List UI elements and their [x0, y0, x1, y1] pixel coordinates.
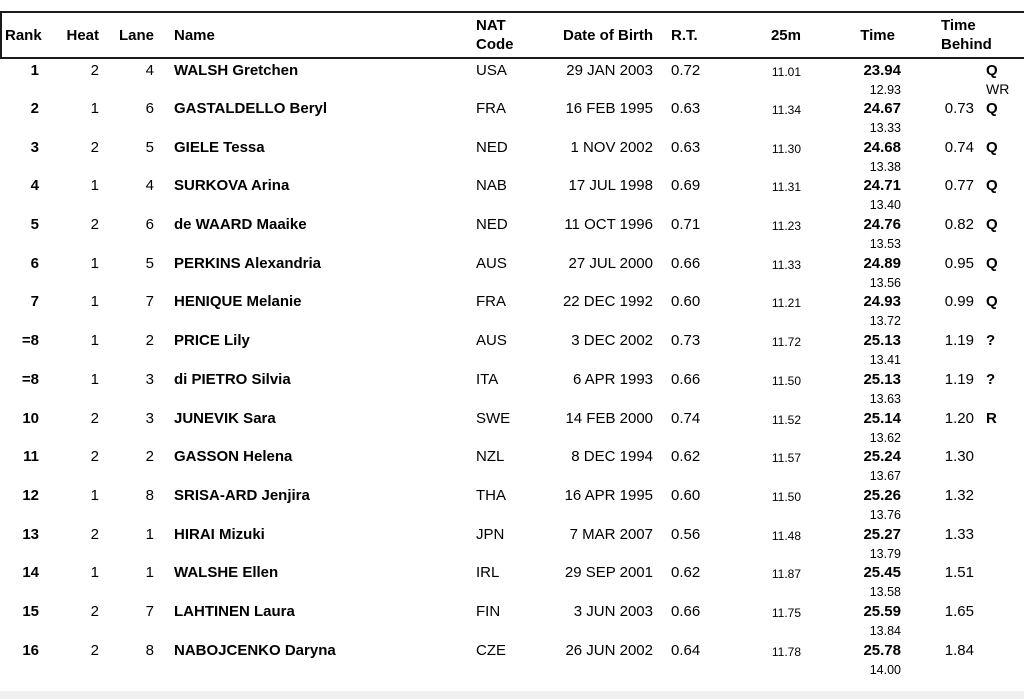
final-time: 25.24: [863, 448, 901, 466]
qualification-cell: [974, 290, 1024, 329]
lane-cell: 3: [145, 409, 154, 427]
time-cell: [801, 407, 901, 446]
rank-cell: 12: [22, 486, 39, 504]
qualification-mark: ?: [986, 332, 996, 350]
heat-cell: 1: [90, 332, 99, 350]
qualification-cell: [974, 407, 1024, 446]
nat-code-cell: USA: [476, 62, 507, 79]
time-behind-cell: 0.99: [944, 293, 974, 311]
table-header: [1, 12, 1024, 58]
reaction-time-cell: 0.64: [671, 641, 701, 659]
split-25m-cell: 11.33: [771, 257, 801, 272]
reaction-time-cell: 0.62: [671, 448, 701, 466]
time-behind-cell: 1.33: [944, 525, 974, 543]
swimmer-name-cell: NABOJCENKO Daryna: [174, 641, 336, 659]
reaction-time-cell: 0.73: [671, 332, 701, 350]
final-time: 25.14: [863, 409, 901, 427]
qualification-cell: [974, 445, 1024, 484]
rank-cell: 2: [30, 100, 39, 117]
lane-cell: 6: [145, 216, 154, 234]
results-body: [1, 58, 1024, 677]
heat-cell: 2: [90, 602, 99, 620]
rank-cell: 10: [22, 409, 39, 427]
date-of-birth-cell: 29 JAN 2003: [566, 62, 653, 79]
date-of-birth-cell: 29 SEP 2001: [564, 564, 653, 582]
reaction-time-cell: 0.63: [671, 138, 701, 156]
header-row: [1, 12, 1024, 58]
reaction-time-cell: 0.66: [671, 602, 701, 620]
swimmer-name-cell: PERKINS Alexandria: [174, 254, 321, 272]
lane-cell: 3: [145, 370, 154, 388]
swimmer-name-cell: de WAARD Maaike: [174, 216, 307, 234]
final-time: 25.78: [863, 641, 901, 659]
rank-cell: 1: [30, 62, 39, 79]
swimmer-name-cell: HIRAI Mizuki: [174, 525, 265, 543]
col-header-nat-code: [476, 12, 561, 58]
rank-cell: 4: [30, 177, 39, 195]
qualification-cell: [974, 174, 1024, 213]
nat-code-cell: NED: [476, 216, 508, 234]
qualification-mark: Q: [986, 177, 998, 195]
time-behind-cell: 1.30: [944, 448, 974, 466]
time-behind-cell: 0.73: [944, 100, 974, 117]
result-row: [1, 407, 1024, 446]
second-lap-split: 12.93: [869, 83, 901, 97]
page-bottom-edge: [0, 691, 1024, 699]
swimmer-name-cell: SRISA-ARD Jenjira: [174, 486, 310, 504]
qualification-cell: [974, 58, 1024, 97]
rank-cell: 5: [30, 216, 39, 234]
final-time: 24.93: [863, 293, 901, 311]
second-lap-split: 13.67: [869, 469, 901, 484]
split-25m-cell: 11.30: [771, 141, 801, 156]
time-behind-cell: 0.74: [944, 138, 974, 156]
final-time: 25.27: [863, 525, 901, 543]
lane-cell: 1: [145, 525, 154, 543]
final-time: 24.67: [863, 100, 901, 117]
col-header-time-behind-line1: Time: [941, 17, 976, 34]
rank-cell: 14: [22, 564, 39, 582]
final-time: 25.13: [863, 370, 901, 388]
swimmer-name-cell: GASTALDELLO Beryl: [174, 100, 328, 117]
col-header-nat-line2: Code: [476, 36, 514, 53]
nat-code-cell: FIN: [476, 602, 501, 620]
time-cell: [801, 445, 901, 484]
date-of-birth-cell: 7 MAR 2007: [569, 525, 653, 543]
col-header-time-behind: [901, 12, 992, 58]
col-header-lane: Lane: [99, 12, 154, 58]
reaction-time-cell: 0.66: [671, 370, 701, 388]
rank-cell: 3: [30, 138, 39, 156]
second-lap-split: 13.58: [869, 585, 901, 600]
lane-cell: 5: [145, 254, 154, 272]
split-25m-cell: 11.75: [771, 605, 801, 620]
reaction-time-cell: 0.62: [671, 564, 701, 582]
swimmer-name-cell: PRICE Lily: [174, 332, 250, 350]
reaction-time-cell: 0.63: [671, 100, 701, 117]
date-of-birth-cell: 27 JUL 2000: [568, 254, 653, 272]
split-25m-cell: 11.01: [771, 65, 801, 79]
results-table: [0, 11, 1024, 677]
time-behind-cell: 0.95: [944, 254, 974, 272]
heat-cell: 2: [90, 138, 99, 156]
nat-code-cell: AUS: [476, 254, 507, 272]
second-lap-split: 13.38: [869, 159, 901, 174]
swimmer-name-cell: GASSON Helena: [174, 448, 293, 466]
reaction-time-cell: 0.69: [671, 177, 701, 195]
qualification-cell: [974, 639, 1024, 678]
swimmer-name-cell: JUNEVIK Sara: [174, 409, 276, 427]
split-25m-cell: 11.34: [771, 103, 801, 117]
split-25m-cell: 11.31: [771, 180, 801, 195]
heat-cell: 1: [90, 564, 99, 582]
date-of-birth-cell: 6 APR 1993: [572, 370, 653, 388]
reaction-time-cell: 0.71: [671, 216, 701, 234]
qualification-mark: Q: [986, 138, 998, 156]
heat-cell: 1: [90, 370, 99, 388]
nat-code-cell: NED: [476, 138, 508, 156]
time-cell: [801, 639, 901, 678]
split-25m-cell: 11.78: [771, 644, 801, 659]
split-25m-cell: 11.50: [771, 489, 801, 504]
final-time: 23.94: [863, 62, 901, 79]
date-of-birth-cell: 8 DEC 1994: [571, 448, 653, 466]
rank-cell: 15: [22, 602, 39, 620]
nat-code-cell: CZE: [476, 641, 506, 659]
split-25m-cell: 11.57: [771, 451, 801, 466]
time-cell: [801, 136, 901, 175]
split-25m-cell: 11.87: [771, 567, 801, 582]
split-25m-cell: 11.48: [771, 528, 801, 543]
lane-cell: 8: [145, 486, 154, 504]
heat-cell: 2: [90, 525, 99, 543]
heat-cell: 2: [90, 62, 99, 79]
heat-cell: 1: [90, 100, 99, 117]
qualification-mark: Q: [986, 62, 998, 79]
result-row: [1, 213, 1024, 252]
final-time: 24.68: [863, 138, 901, 156]
heat-cell: 2: [90, 409, 99, 427]
lane-cell: 2: [145, 448, 154, 466]
result-row: [1, 368, 1024, 407]
final-time: 25.26: [863, 486, 901, 504]
time-cell: [801, 58, 901, 97]
second-lap-split: 13.33: [869, 121, 901, 135]
swimmer-name-cell: WALSHE Ellen: [174, 564, 279, 582]
qualification-cell: [974, 213, 1024, 252]
swimmer-name-cell: HENIQUE Melanie: [174, 293, 302, 311]
result-row: [1, 484, 1024, 523]
col-header-reaction-time: R.T.: [653, 12, 713, 58]
qualification-cell: [974, 523, 1024, 562]
qualification-cell: [974, 252, 1024, 291]
result-row: [1, 329, 1024, 368]
second-lap-split: 13.53: [869, 237, 901, 252]
rank-cell: =8: [21, 370, 39, 388]
time-behind-cell: 1.65: [944, 602, 974, 620]
qualification-cell: [974, 329, 1024, 368]
reaction-time-cell: 0.72: [671, 62, 701, 79]
second-lap-split: 13.40: [869, 198, 901, 213]
date-of-birth-cell: 16 FEB 1995: [565, 100, 653, 117]
second-lap-split: 13.63: [869, 391, 901, 406]
heat-cell: 1: [90, 293, 99, 311]
time-behind-cell: 0.77: [944, 177, 974, 195]
date-of-birth-cell: 1 NOV 2002: [570, 138, 653, 156]
lane-cell: 8: [145, 641, 154, 659]
heat-cell: 1: [90, 486, 99, 504]
rank-cell: 6: [30, 254, 39, 272]
time-cell: [801, 213, 901, 252]
swimmer-name-cell: di PIETRO Silvia: [174, 370, 291, 388]
col-header-25m-split: 25m: [713, 12, 801, 58]
qualification-cell: [974, 484, 1024, 523]
split-25m-cell: 11.21: [771, 296, 801, 311]
result-row: [1, 290, 1024, 329]
result-row: [1, 136, 1024, 175]
time-behind-cell: [901, 58, 974, 97]
result-row: [1, 58, 1024, 97]
results-page: [0, 11, 1024, 699]
final-time: 25.13: [863, 332, 901, 350]
heat-cell: 2: [90, 216, 99, 234]
lane-cell: 5: [145, 138, 154, 156]
rank-cell: 7: [30, 293, 39, 311]
swimmer-name-cell: SURKOVA Arina: [174, 177, 290, 195]
lane-cell: 2: [145, 332, 154, 350]
lane-cell: 6: [145, 100, 154, 117]
result-row: [1, 97, 1024, 136]
qualification-cell: [974, 600, 1024, 639]
date-of-birth-cell: 26 JUN 2002: [565, 641, 653, 659]
split-25m-cell: 11.72: [771, 335, 801, 350]
final-time: 24.89: [863, 254, 901, 272]
final-time: 25.59: [863, 602, 901, 620]
record-mark: WR: [986, 81, 1010, 97]
nat-code-cell: FRA: [476, 293, 506, 311]
time-cell: [801, 600, 901, 639]
qualification-mark: Q: [986, 254, 998, 272]
date-of-birth-cell: 14 FEB 2000: [565, 409, 653, 427]
date-of-birth-cell: 3 DEC 2002: [571, 332, 653, 350]
date-of-birth-cell: 16 APR 1995: [564, 486, 653, 504]
swimmer-name-cell: GIELE Tessa: [174, 138, 265, 156]
col-header-rank: Rank: [1, 12, 48, 58]
result-row: [1, 639, 1024, 678]
time-behind-cell: 1.20: [944, 409, 974, 427]
qualification-mark: Q: [986, 100, 998, 117]
rank-cell: 13: [22, 525, 39, 543]
nat-code-cell: JPN: [476, 525, 505, 543]
time-cell: [801, 368, 901, 407]
split-25m-cell: 11.23: [771, 219, 801, 234]
second-lap-split: 13.79: [869, 546, 901, 561]
swimmer-name-cell: WALSH Gretchen: [174, 62, 299, 79]
result-row: [1, 600, 1024, 639]
qualification-mark: Q: [986, 216, 998, 234]
qualification-cell: [974, 368, 1024, 407]
nat-code-cell: ITA: [476, 370, 499, 388]
col-header-heat: Heat: [48, 12, 99, 58]
time-behind-cell: 1.51: [944, 564, 974, 582]
split-25m-cell: 11.50: [771, 373, 801, 388]
qualification-mark: Q: [986, 293, 998, 311]
col-header-time-behind-line2: Behind: [941, 36, 992, 53]
lane-cell: 4: [145, 177, 154, 195]
time-cell: [801, 252, 901, 291]
rank-cell: =8: [21, 332, 39, 350]
time-cell: [801, 484, 901, 523]
second-lap-split: 13.76: [869, 507, 901, 522]
date-of-birth-cell: 22 DEC 1992: [562, 293, 653, 311]
second-lap-split: 13.62: [869, 430, 901, 445]
time-behind-cell: 1.32: [944, 486, 974, 504]
rank-cell: 16: [22, 641, 39, 659]
lane-cell: 7: [145, 602, 154, 620]
reaction-time-cell: 0.60: [671, 486, 701, 504]
time-cell: [801, 523, 901, 562]
reaction-time-cell: 0.74: [671, 409, 701, 427]
result-row: [1, 561, 1024, 600]
second-lap-split: 13.56: [869, 275, 901, 290]
second-lap-split: 13.84: [869, 623, 901, 638]
second-lap-split: 14.00: [869, 662, 901, 677]
nat-code-cell: NAB: [476, 177, 507, 195]
col-header-nat-line1: NAT: [476, 17, 506, 34]
time-behind-cell: 1.84: [944, 641, 974, 659]
time-cell: [801, 97, 901, 136]
qualification-cell: [974, 97, 1024, 136]
time-cell: [801, 561, 901, 600]
col-header-time: Time: [801, 12, 901, 58]
nat-code-cell: AUS: [476, 332, 507, 350]
result-row: [1, 445, 1024, 484]
result-row: [1, 252, 1024, 291]
final-time: 24.71: [863, 177, 901, 195]
qualification-cell: [974, 136, 1024, 175]
final-time: 25.45: [863, 564, 901, 582]
date-of-birth-cell: 11 OCT 1996: [564, 216, 653, 234]
final-time: 24.76: [863, 216, 901, 234]
second-lap-split: 13.41: [869, 353, 901, 368]
rank-cell: 11: [23, 448, 39, 466]
time-behind-cell: 1.19: [944, 370, 974, 388]
qualification-cell: [974, 561, 1024, 600]
qualification-mark: ?: [986, 370, 996, 388]
nat-code-cell: FRA: [476, 100, 506, 117]
heat-cell: 1: [90, 177, 99, 195]
nat-code-cell: SWE: [476, 409, 511, 427]
col-header-date-of-birth: Date of Birth: [561, 12, 653, 58]
col-header-name: Name: [154, 12, 476, 58]
date-of-birth-cell: 3 JUN 2003: [573, 602, 653, 620]
nat-code-cell: NZL: [476, 448, 505, 466]
heat-cell: 2: [90, 448, 99, 466]
heat-cell: 2: [90, 641, 99, 659]
heat-cell: 1: [90, 254, 99, 272]
result-row: [1, 174, 1024, 213]
time-behind-cell: 0.82: [944, 216, 974, 234]
time-cell: [801, 174, 901, 213]
time-cell: [801, 290, 901, 329]
split-25m-cell: 11.52: [771, 412, 801, 427]
swimmer-name-cell: LAHTINEN Laura: [174, 602, 295, 620]
result-row: [1, 523, 1024, 562]
time-behind-cell: 1.19: [944, 332, 974, 350]
lane-cell: 4: [145, 62, 154, 79]
reaction-time-cell: 0.60: [671, 293, 701, 311]
date-of-birth-cell: 17 JUL 1998: [568, 177, 653, 195]
nat-code-cell: IRL: [476, 564, 500, 582]
reaction-time-cell: 0.56: [671, 525, 701, 543]
second-lap-split: 13.72: [869, 314, 901, 329]
lane-cell: 1: [145, 564, 154, 582]
qualification-mark: R: [986, 409, 997, 427]
reaction-time-cell: 0.66: [671, 254, 701, 272]
lane-cell: 7: [145, 293, 154, 311]
nat-code-cell: THA: [476, 486, 506, 504]
time-cell: [801, 329, 901, 368]
